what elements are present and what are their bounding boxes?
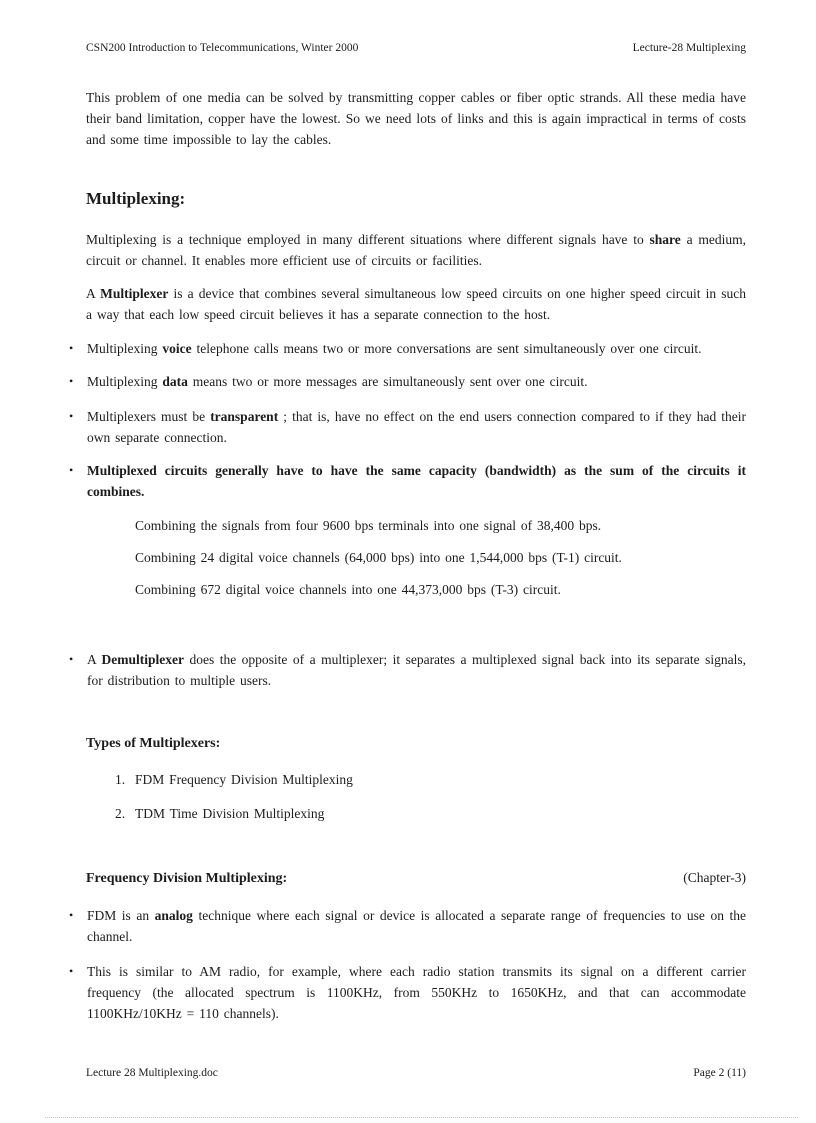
- heading-row-fdm: [86, 869, 746, 889]
- bullet-marker-icon: •: [69, 652, 74, 666]
- text-run: ; that is, have no effect on the end users connection compared to if they had their own separate connection.: [87, 409, 746, 445]
- header-lecture-title: Lecture-28 Multiplexing: [632, 42, 746, 54]
- list-number: 2.: [115, 806, 126, 821]
- paragraph-technique: [86, 229, 746, 271]
- text-run: does the opposite of a multiplexer; it separates a multiplexed signal back into its separate signals, for distribution to multiple users.: [87, 652, 746, 688]
- bold-run: transparent: [210, 409, 279, 424]
- scan-artifact-dotted-line: [45, 1117, 798, 1118]
- bold-run: Demultiplexer: [101, 652, 184, 667]
- text-run: telephone calls means two or more conversations are sent simultaneously over one circuit.: [191, 341, 702, 356]
- bullet-marker-icon: •: [69, 409, 74, 423]
- footer-filename: Lecture 28 Multiplexing.doc: [86, 1067, 218, 1079]
- bold-run: analog: [154, 908, 193, 923]
- bullet-am-radio: [69, 961, 746, 1024]
- bullet-text: [87, 338, 746, 359]
- text-run: a medium, circuit or channel. It enables more efficient use of circuits or facilities.: [86, 232, 746, 268]
- bullet-marker-icon: •: [69, 341, 74, 355]
- bullet-text: [87, 371, 746, 392]
- list-number: 1.: [115, 772, 126, 787]
- bold-run: data: [162, 374, 188, 389]
- example-t1: Combining 24 digital voice channels (64,000 bps) into one 1,544,000 bps (T-1) circuit.: [135, 550, 622, 565]
- text-run: Multiplexing: [87, 374, 163, 389]
- text-run: means two or more messages are simultaneously sent over one circuit.: [187, 374, 588, 389]
- bullet-list-fdm: [69, 905, 746, 1024]
- bold-run: Multiplexed circuits generally have to have the same capacity (bandwidth) as the sum of the circuits it combines.: [87, 463, 746, 499]
- text-run: A: [86, 286, 101, 301]
- bold-run: voice: [162, 341, 192, 356]
- bullet-marker-icon: •: [69, 964, 74, 978]
- header-course-title: CSN200 Introduction to Telecommunications, Winter 2000: [86, 42, 359, 54]
- intro-paragraph: This problem of one media can be solved by transmitting copper cables or fiber optic strands. All these media have their band limitation, copper have the lowest. So we need lots of links and this is again impractical in terms of costs and some time impossible to lay the cables.: [86, 90, 746, 147]
- example-9600bps: Combining the signals from four 9600 bps terminals into one signal of 38,400 bps.: [135, 518, 602, 533]
- bullet-data: [69, 371, 746, 392]
- bold-run: Multiplexer: [100, 286, 169, 301]
- bullet-marker-icon: •: [69, 908, 74, 922]
- section-heading-multiplexing: Multiplexing:: [86, 189, 186, 208]
- text-run: is a device that combines several simultaneous low speed circuits on one higher speed circuit in such a way that each low speed circuit believes it has a separate connection to the host.: [86, 286, 746, 322]
- bullet-transparent: [69, 406, 746, 448]
- text-run: Multiplexing is a technique employed in many different situations where different signals have to: [86, 232, 650, 247]
- list-item-text: TDM Time Division Multiplexing: [135, 806, 325, 821]
- bullet-marker-icon: •: [69, 463, 74, 477]
- bullet-fdm-analog: [69, 905, 746, 947]
- text-run: technique where each signal or device is allocated a separate range of frequencies to use on the channel.: [87, 908, 746, 944]
- footer-page-number: Page 2 (11): [693, 1067, 746, 1079]
- list-item-text: FDM Frequency Division Multiplexing: [135, 772, 353, 787]
- page-header: [86, 41, 746, 55]
- text-run: A: [87, 652, 102, 667]
- bullet-voice: [69, 338, 746, 359]
- list-item-tdm: [86, 803, 746, 824]
- heading-types-of-multiplexers: Types of Multiplexers:: [86, 736, 221, 751]
- bullet-list-multiplexing: [69, 338, 746, 502]
- bullet-text: [87, 460, 746, 502]
- types-list: [86, 769, 746, 824]
- bullet-list-demultiplexer: [69, 649, 746, 691]
- bullet-text: [87, 406, 746, 448]
- text-run: Multiplexers must be: [87, 409, 211, 424]
- text-run: FDM is an: [87, 908, 155, 923]
- bullet-text: [87, 649, 746, 691]
- list-item-fdm: [86, 769, 746, 790]
- bullet-capacity: [69, 460, 746, 502]
- bullet-text: [87, 905, 746, 947]
- bold-run: share: [649, 232, 681, 247]
- paragraph-multiplexer: [86, 283, 746, 325]
- chapter-reference: (Chapter-3): [683, 870, 746, 885]
- bullet-demultiplexer: [69, 649, 746, 691]
- example-t3: Combining 672 digital voice channels into one 44,373,000 bps (T-3) circuit.: [135, 582, 561, 597]
- bullet-marker-icon: •: [69, 374, 74, 388]
- heading-frequency-division-multiplexing: Frequency Division Multiplexing:: [86, 871, 288, 886]
- text-run: This is similar to AM radio, for example, where each radio station transmits its signal on a different carrier frequency (the allocated spectrum is 1100KHz, from 550KHz to 1650KHz, and that can accommodate 1100KHz/10KHz = 110 channels).: [87, 964, 746, 1021]
- text-run: Multiplexing: [87, 341, 163, 356]
- bullet-text: [87, 961, 746, 1024]
- page-footer: [86, 1066, 746, 1080]
